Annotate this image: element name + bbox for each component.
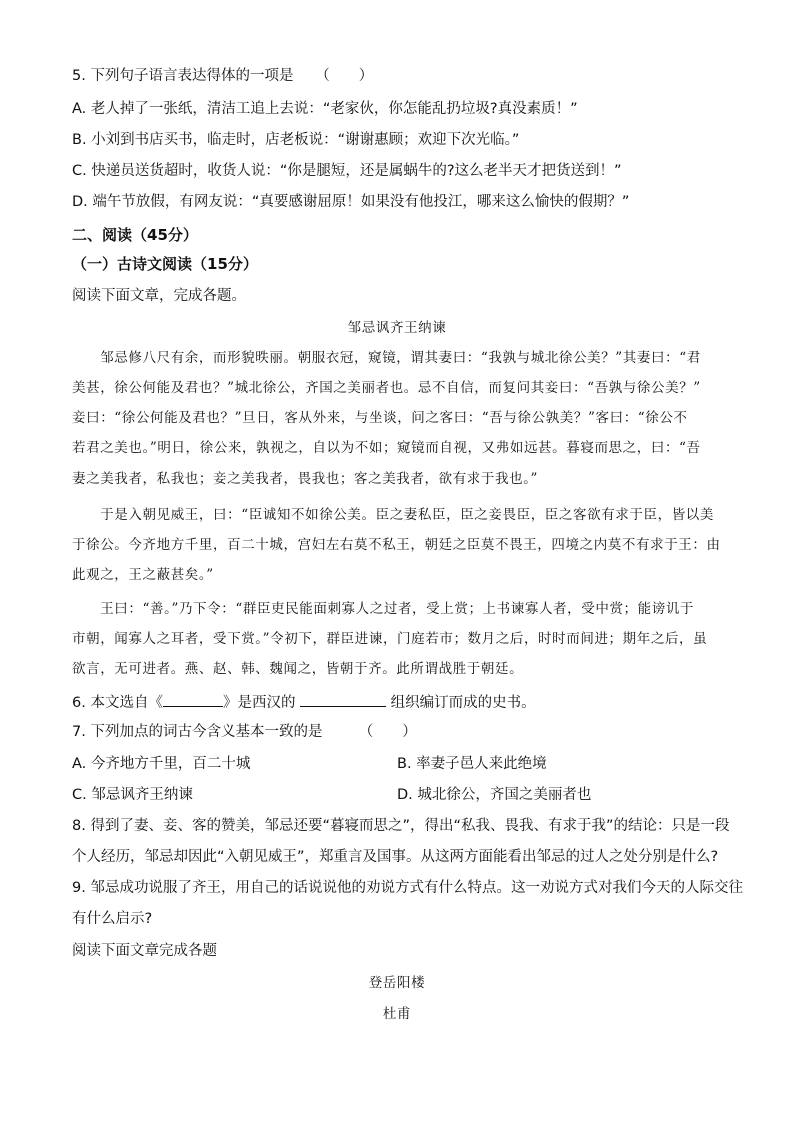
question-7-option-row-1 — [72, 754, 250, 774]
passage-line: 邹忌修八尺有余，而形貌昳丽。朝服衣冠，窥镜，谓其妻曰：“我孰与城北徐公美？”其妻曰：“君 — [72, 350, 701, 366]
question-5-option-d: D. 端午节放假，有网友说：“真要感谢屈原！如果没有他投江，哪来这么愉快的假期？” — [72, 194, 630, 210]
question-5-option-b: B. 小刘到书店买书，临走时，店老板说：“谢谢惠顾；欢迎下次光临。” — [72, 132, 520, 148]
answer-blank-book[interactable] — [163, 691, 223, 707]
passage-line: 此观之，王之蔽甚矣。” — [72, 567, 214, 583]
question-9-line-2: 有什么启示? — [72, 911, 153, 927]
question-5-option-c: C. 快递员送货超时，收货人说：“你是腿短，还是属蜗牛的?这么老半天才把货送到！” — [72, 163, 622, 179]
question-7-option-d: D. 城北徐公，齐国之美丽者也 — [397, 787, 592, 803]
passage-line: 美甚，徐公何能及君也？”城北徐公，齐国之美丽者也。忌不自信，而复问其妾曰：“吾孰与徐公美？” — [72, 380, 701, 396]
passage-line: 王曰：“善。”乃下令：“群臣吏民能面刺寡人之过者，受上赏；上书谏寡人者，受中赏；能谤讥于 — [72, 601, 695, 617]
question-5-stem: 5. 下列句子语言表达得体的一项是 （ ） — [72, 68, 374, 84]
question-6-part-1: 6. 本文选自《 — [72, 695, 163, 711]
answer-blank-compiler[interactable] — [300, 691, 386, 707]
question-6-part-2: 》是西汉的 — [222, 695, 301, 711]
reading-instruction-1: 阅读下面文章，完成各题。 — [72, 288, 246, 304]
section-2-heading: 二、阅读（45分） — [72, 226, 198, 244]
question-7-option-a: A. 今齐地方千里，百二十城 — [72, 756, 251, 772]
passage-line: 若君之美也。”明日，徐公来，孰视之，自以为不如；窥镜而自视，又弗如远甚。暮寝而思之，曰：“吾 — [72, 440, 701, 456]
question-7-option-c: C. 邹忌讽齐王纳谏 — [72, 787, 193, 803]
passage-line: 妾曰：“徐公何能及君也？”旦日，客从外来，与坐谈，问之客曰：“吾与徐公孰美？”客曰：“徐公不 — [72, 410, 688, 426]
poem-title: 登岳阳楼 — [368, 975, 426, 991]
passage-line: 妻之美我者，私我也；妾之美我者，畏我也；客之美我者，欲有求于我也。” — [72, 471, 539, 487]
poem-author: 杜甫 — [382, 1006, 412, 1022]
passage-line: 于徐公。今齐地方千里，百二十城，宫妇左右莫不私王，朝廷之臣莫不畏王，四境之内莫不有求于王：由 — [72, 537, 721, 553]
question-8-line-2: 个人经历，邹忌却因此“入朝见威王”，郑重言及国事。从这两方面能看出邹忌的过人之处分别是什么? — [72, 849, 719, 865]
passage-line: 于是入朝见威王，曰：“臣诚知不如徐公美。臣之妻私臣，臣之妾畏臣，臣之客欲有求于臣，皆以美 — [72, 507, 714, 523]
passage-title: 邹忌讽齐王纳谏 — [347, 320, 447, 336]
question-6 — [72, 691, 536, 713]
question-6-part-3: 组织编订而成的史书。 — [386, 695, 536, 711]
question-7-option-b: B. 率妻子邑人来此绝境 — [397, 756, 547, 772]
subsection-1-heading: （一）古诗文阅读（15分） — [72, 255, 258, 273]
question-7-stem: 7. 下列加点的词古今含义基本一致的是 （ ） — [72, 724, 417, 740]
question-9-line-1: 9. 邹忌成功说服了齐王，用自己的话说说他的劝说方式有什么特点。这一劝说方式对我们今天的人际交往 — [72, 880, 743, 896]
passage-line: 市朝，闻寡人之耳者，受下赏。”令初下，群臣进谏，门庭若市；数月之后，时时而间进；期年之后，虽 — [72, 631, 708, 647]
question-5-option-a: A. 老人掉了一张纸，清洁工追上去说：“老家伙，你怎能乱扔垃圾?真没素质！” — [72, 101, 578, 117]
passage-line: 欲言，无可进者。燕、赵、韩、魏闻之，皆朝于齐。此所谓战胜于朝廷。 — [72, 661, 524, 677]
question-8-line-1: 8. 得到了妻、妾、客的赞美，邹忌还要“暮寝而思之”，得出“私我、畏我、有求于我”的结论：只是一段 — [72, 818, 730, 834]
reading-instruction-2: 阅读下面文章完成各题 — [72, 943, 217, 959]
